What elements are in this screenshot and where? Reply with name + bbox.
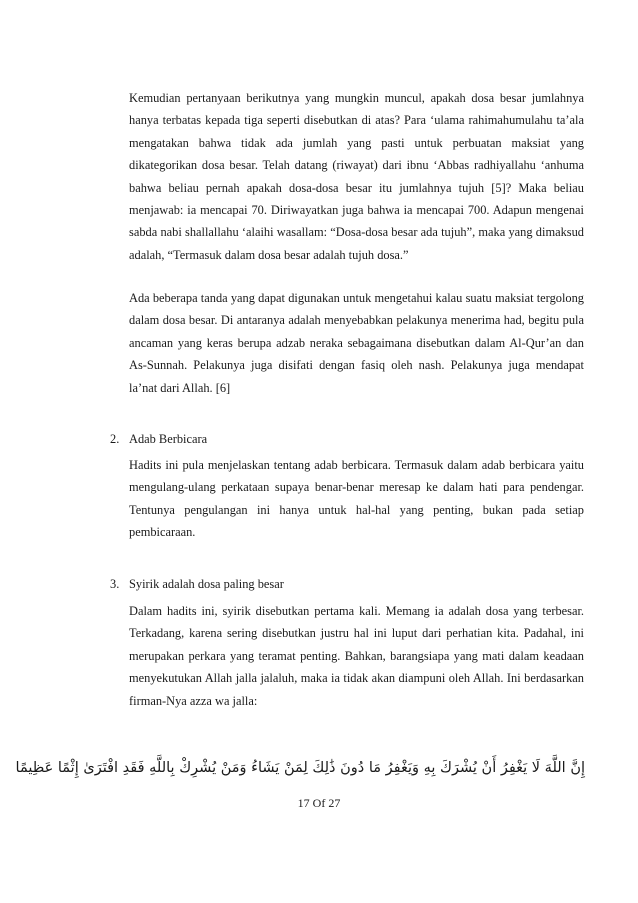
- list-item-title: Syirik adalah dosa paling besar: [129, 577, 284, 591]
- list-item-title: Adab Berbicara: [129, 432, 208, 446]
- list-item-number: 3.: [110, 577, 120, 591]
- page-number: 17 Of 27: [297, 796, 341, 810]
- paragraph-syirik: Dalam hadits ini, syirik disebutkan pertama kali. Memang ia adalah dosa yang terbesar. Terkadang, karena sering disebutkan justru hal ini luput dari perhatian kita. Padahal, ini merupakan perkara yang teramat penting. Bahkan, barangsiapa yang mati dalam keadaan menyekutukan Allah jalla jalaluh, maka ia tidak akan diampuni oleh Allah. Ini berdasarkan firman-Nya azza wa jalla:: [129, 604, 584, 708]
- list-item-heading: [110, 428, 207, 450]
- paragraph-tanda-dosa-besar: Ada beberapa tanda yang dapat digunakan untuk mengetahui kalau suatu maksiat tergolong dalam dosa besar. Di antaranya adalah menyebabkan pelakunya menerima had, begitu pula ancaman yang keras berupa adzab neraka sebagaimana disebutkan dalam Al-Qur’an dan As-Sunnah. Pelakunya juga disifati dengan fasiq oleh nash. Pelakunya juga mendapat la’nat dari Allah. [6]: [129, 291, 584, 395]
- paragraph-adab-berbicara: Hadits ini pula menjelaskan tentang adab berbicara. Termasuk dalam adab berbicara yaitu mengulang-ulang perkataan supaya benar-benar meresap ke dalam hati para pendengar. Tentunya pengulangan ini hanya untuk hal-hal yang penting, bukan pada setiap pembicaraan.: [129, 458, 584, 540]
- paragraph-dosa-besar-jumlah: Kemudian pertanyaan berikutnya yang mungkin muncul, apakah dosa besar jumlahnya hanya terbatas kepada tiga seperti disebutkan di atas? Para ‘ulama rahimahumulahu ta’ala mengatakan bahwa tidak ada jumlah yang pasti untuk perbuatan maksiat yang dikategorikan dosa besar. Telah datang (riwayat) dari ibnu ‘Abbas radhiyallahu ‘anhuma bahwa beliau pernah apakah dosa-dosa besar itu jumlahnya tujuh [5]? Maka beliau menjawab: ia mencapai 70. Diriwayatkan juga bahwa ia mencapai 700. Adapun mengenai sabda nabi shallallahu ‘alaihi wasallam: “Dosa-dosa besar ada tujuh”, maka yang dimaksud adalah, “Termasuk dalam dosa besar adalah tujuh dosa.”: [129, 91, 584, 262]
- list-item-heading: [110, 573, 284, 595]
- arabic-verse: إِنَّ اللَّهَ لَا يَغْفِرُ أَنْ يُشْرَكَ بِهِ وَيَغْفِرُ مَا دُونَ ذَٰلِكَ لِمَنْ يَشَاءُ وَمَنْ يُشْرِكْ بِاللَّهِ فَقَدِ افْتَرَىٰ إِثْمًا عَظِيمًا: [15, 760, 585, 776]
- list-item-number: 2.: [110, 432, 120, 446]
